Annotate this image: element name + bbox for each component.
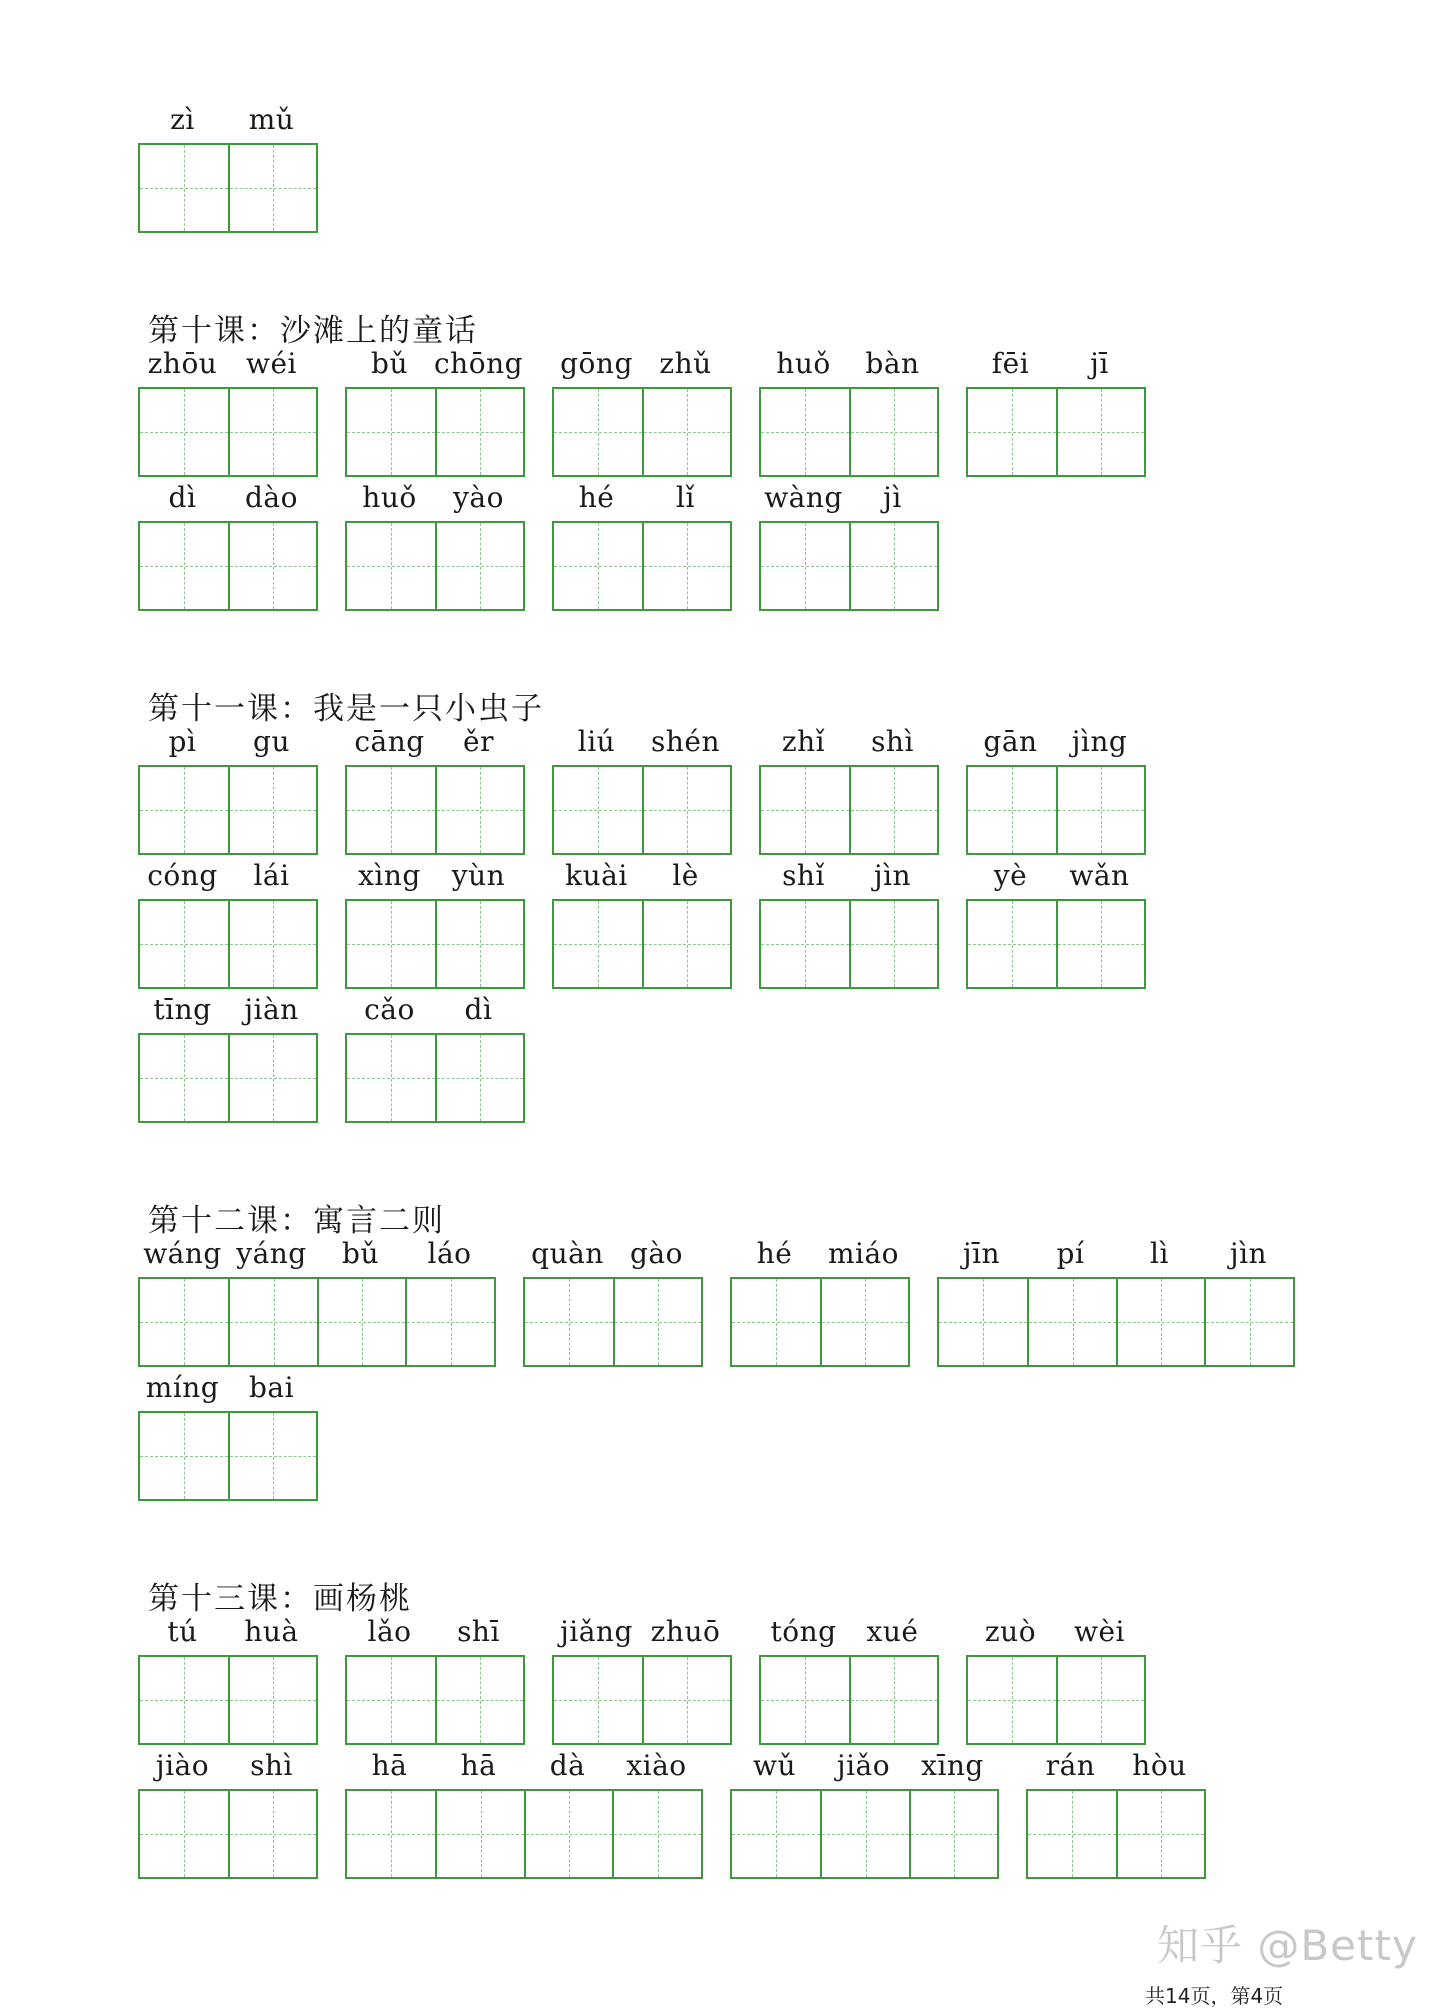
pinyin-row	[138, 103, 318, 143]
pinyin-syllable: hé	[578, 481, 615, 514]
writing-cell[interactable]	[347, 767, 435, 853]
tianzige-grid[interactable]	[552, 765, 732, 855]
word-writing-group	[552, 347, 732, 477]
word-writing-group	[966, 859, 1146, 989]
pinyin-syllable: shén	[650, 725, 720, 758]
writing-cell[interactable]	[140, 1035, 228, 1121]
writing-cell[interactable]	[435, 901, 523, 987]
tianzige-grid[interactable]	[552, 521, 732, 611]
pinyin-row	[730, 1237, 910, 1277]
writing-cell[interactable]	[849, 1657, 937, 1743]
writing-cell[interactable]	[554, 523, 642, 609]
pinyin-row	[138, 1371, 318, 1411]
tianzige-grid[interactable]	[345, 1789, 703, 1879]
pinyin-syllable: fēi	[991, 347, 1030, 380]
writing-cell[interactable]	[435, 1791, 524, 1877]
writing-cell[interactable]	[435, 1035, 523, 1121]
pinyin-syllable: quàn	[531, 1237, 604, 1270]
writing-cell[interactable]	[820, 1791, 908, 1877]
pinyin-syllable: gu	[253, 725, 290, 758]
writing-cell[interactable]	[228, 767, 316, 853]
pinyin-syllable: huà	[244, 1615, 299, 1648]
tianzige-grid[interactable]	[345, 521, 525, 611]
word-writing-group	[523, 1237, 703, 1367]
word-writing-group	[1026, 1749, 1206, 1879]
word-writing-group	[552, 725, 732, 855]
tianzige-grid[interactable]	[345, 1033, 525, 1123]
pinyin-syllable: bàn	[865, 347, 920, 380]
pinyin-syllable: pí	[1056, 1237, 1085, 1270]
pinyin-row	[759, 347, 939, 387]
writing-cell[interactable]	[968, 1657, 1056, 1743]
pinyin-syllable: jìn	[1229, 1237, 1268, 1270]
pinyin-row	[759, 1615, 939, 1655]
writing-cell[interactable]	[405, 1279, 494, 1365]
pinyin-row	[345, 993, 525, 1033]
pinyin-row	[1026, 1749, 1206, 1789]
tianzige-grid[interactable]	[937, 1277, 1295, 1367]
word-writing-group	[937, 1237, 1295, 1367]
writing-cell[interactable]	[642, 767, 730, 853]
pinyin-syllable: xīng	[921, 1749, 984, 1782]
writing-cell[interactable]	[228, 1657, 316, 1743]
pinyin-syllable: hòu	[1132, 1749, 1187, 1782]
word-writing-group	[759, 859, 939, 989]
word-writing-group	[138, 347, 318, 477]
word-writing-group	[966, 1615, 1146, 1745]
writing-cell[interactable]	[317, 1279, 406, 1365]
pinyin-row	[138, 1615, 318, 1655]
writing-cell[interactable]	[849, 767, 937, 853]
pinyin-syllable: xué	[866, 1615, 919, 1648]
word-writing-group	[345, 1749, 703, 1879]
writing-cell[interactable]	[228, 1035, 316, 1121]
tianzige-grid[interactable]	[138, 521, 318, 611]
writing-cell[interactable]	[140, 145, 228, 231]
pinyin-syllable: yùn	[451, 859, 506, 892]
pinyin-row	[345, 1615, 525, 1655]
pinyin-syllable: tīng	[153, 993, 212, 1026]
pinyin-syllable: tú	[167, 1615, 198, 1648]
pinyin-syllable: tóng	[770, 1615, 837, 1648]
writing-cell[interactable]	[849, 901, 937, 987]
writing-cell[interactable]	[228, 1413, 316, 1499]
pinyin-syllable: zhǔ	[659, 347, 712, 380]
pinyin-syllable: xiào	[626, 1749, 687, 1782]
writing-cell[interactable]	[1028, 1791, 1116, 1877]
writing-cell[interactable]	[140, 1791, 228, 1877]
pinyin-syllable: lì	[1150, 1237, 1169, 1270]
pinyin-row	[966, 859, 1146, 899]
writing-cell[interactable]	[761, 523, 849, 609]
pinyin-syllable: jī	[1090, 347, 1109, 380]
writing-cell[interactable]	[347, 1657, 435, 1743]
pinyin-syllable: jìn	[873, 859, 912, 892]
writing-cell[interactable]	[524, 1791, 613, 1877]
tianzige-grid[interactable]	[966, 1655, 1146, 1745]
writing-cell[interactable]	[140, 1413, 228, 1499]
pinyin-syllable: láo	[427, 1237, 472, 1270]
writing-cell[interactable]	[140, 901, 228, 987]
pinyin-syllable: shì	[250, 1749, 293, 1782]
pinyin-row	[138, 725, 318, 765]
pinyin-syllable: mǔ	[248, 103, 295, 136]
tianzige-grid[interactable]	[138, 387, 318, 477]
writing-cell[interactable]	[347, 1791, 435, 1877]
word-writing-group	[552, 1615, 732, 1745]
tianzige-grid[interactable]	[966, 387, 1146, 477]
writing-cell[interactable]	[435, 767, 523, 853]
writing-cell[interactable]	[1056, 901, 1144, 987]
writing-cell[interactable]	[347, 389, 435, 475]
pinyin-syllable: míng	[145, 1371, 220, 1404]
writing-cell[interactable]	[732, 1791, 820, 1877]
pinyin-row	[138, 859, 318, 899]
tianzige-grid[interactable]	[345, 899, 525, 989]
pinyin-syllable: kuài	[565, 859, 628, 892]
tianzige-grid[interactable]	[966, 899, 1146, 989]
word-writing-group	[759, 481, 939, 611]
pinyin-row	[966, 347, 1146, 387]
word-writing-group	[730, 1749, 999, 1879]
pinyin-syllable: xìng	[358, 859, 421, 892]
tianzige-grid[interactable]	[730, 1277, 910, 1367]
pinyin-row	[966, 725, 1146, 765]
pinyin-syllable: dì	[168, 481, 197, 514]
tianzige-grid[interactable]	[966, 765, 1146, 855]
tianzige-grid[interactable]	[1026, 1789, 1206, 1879]
writing-cell[interactable]	[228, 1279, 317, 1365]
tianzige-grid[interactable]	[345, 1655, 525, 1745]
lesson-title: 第十一课：我是一只小虫子	[148, 691, 544, 727]
writing-cell[interactable]	[1027, 1279, 1116, 1365]
pinyin-syllable: lǎo	[367, 1615, 412, 1648]
writing-cell[interactable]	[849, 389, 937, 475]
writing-cell[interactable]	[347, 1035, 435, 1121]
tianzige-grid[interactable]	[138, 765, 318, 855]
tianzige-grid[interactable]	[552, 1655, 732, 1745]
pinyin-syllable: wéi	[246, 347, 297, 380]
lesson-title: 第十课：沙滩上的童话	[148, 313, 478, 349]
word-writing-group	[730, 1237, 910, 1367]
tianzige-grid[interactable]	[138, 1277, 496, 1367]
pinyin-row	[759, 725, 939, 765]
lesson-title: 第十二课：寓言二则	[148, 1203, 445, 1239]
pinyin-syllable: miáo	[827, 1237, 900, 1270]
pinyin-syllable: gōng	[560, 347, 633, 380]
tianzige-grid[interactable]	[552, 899, 732, 989]
writing-cell[interactable]	[228, 1791, 316, 1877]
writing-cell[interactable]	[761, 767, 849, 853]
pinyin-row	[937, 1237, 1295, 1277]
pinyin-row	[759, 859, 939, 899]
word-writing-group	[138, 481, 318, 611]
pinyin-syllable: shì	[871, 725, 914, 758]
tianzige-grid[interactable]	[759, 899, 939, 989]
pinyin-row	[345, 481, 525, 521]
writing-cell[interactable]	[554, 901, 642, 987]
pinyin-row	[523, 1237, 703, 1277]
writing-cell[interactable]	[347, 523, 435, 609]
writing-cell[interactable]	[1116, 1791, 1204, 1877]
pinyin-syllable: pì	[168, 725, 197, 758]
writing-cell[interactable]	[613, 1279, 701, 1365]
pinyin-syllable: bǔ	[371, 347, 408, 380]
pinyin-syllable: hā	[460, 1749, 497, 1782]
writing-cell[interactable]	[761, 1657, 849, 1743]
writing-cell[interactable]	[228, 901, 316, 987]
pinyin-syllable: cǎo	[364, 993, 415, 1026]
writing-cell[interactable]	[642, 389, 730, 475]
word-writing-group	[345, 725, 525, 855]
writing-cell[interactable]	[849, 523, 937, 609]
word-writing-group	[345, 347, 525, 477]
pinyin-syllable: jiào	[155, 1749, 210, 1782]
pinyin-syllable: hé	[756, 1237, 793, 1270]
pinyin-syllable: jīn	[962, 1237, 1001, 1270]
tianzige-grid[interactable]	[730, 1789, 999, 1879]
pinyin-syllable: bai	[248, 1371, 295, 1404]
writing-cell[interactable]	[228, 523, 316, 609]
pinyin-syllable: jiàn	[244, 993, 299, 1026]
tianzige-grid[interactable]	[759, 521, 939, 611]
writing-cell[interactable]	[612, 1791, 701, 1877]
writing-cell[interactable]	[140, 389, 228, 475]
pinyin-row	[138, 481, 318, 521]
pinyin-row	[552, 1615, 732, 1655]
word-writing-group	[345, 859, 525, 989]
writing-cell[interactable]	[939, 1279, 1027, 1365]
pinyin-row	[345, 347, 525, 387]
pinyin-syllable: gān	[983, 725, 1038, 758]
writing-cell[interactable]	[140, 767, 228, 853]
word-writing-group	[345, 993, 525, 1123]
tianzige-grid[interactable]	[552, 387, 732, 477]
word-writing-group	[759, 347, 939, 477]
pinyin-row	[730, 1749, 999, 1789]
word-writing-group	[138, 859, 318, 989]
writing-cell[interactable]	[435, 523, 523, 609]
writing-cell[interactable]	[1056, 767, 1144, 853]
tianzige-grid[interactable]	[523, 1277, 703, 1367]
pinyin-syllable: wàng	[764, 481, 843, 514]
pinyin-syllable: lái	[253, 859, 290, 892]
pinyin-syllable: wǎn	[1069, 859, 1130, 892]
writing-cell[interactable]	[1056, 1657, 1144, 1743]
pinyin-syllable: dào	[245, 481, 298, 514]
pinyin-syllable: dì	[464, 993, 493, 1026]
pinyin-row	[138, 347, 318, 387]
writing-cell[interactable]	[435, 1657, 523, 1743]
tianzige-grid[interactable]	[759, 387, 939, 477]
word-writing-group	[138, 993, 318, 1123]
pinyin-syllable: lǐ	[676, 481, 695, 514]
pinyin-syllable: zhuō	[650, 1615, 721, 1648]
pinyin-syllable: zhōu	[147, 347, 218, 380]
writing-cell[interactable]	[642, 1657, 730, 1743]
pinyin-syllable: zhǐ	[781, 725, 826, 758]
tianzige-grid[interactable]	[345, 765, 525, 855]
pinyin-row	[138, 1749, 318, 1789]
pinyin-row	[138, 1237, 496, 1277]
word-writing-group	[138, 725, 318, 855]
pinyin-syllable: liú	[577, 725, 616, 758]
pinyin-row	[552, 481, 732, 521]
word-writing-group	[138, 1237, 496, 1367]
writing-cell[interactable]	[1204, 1279, 1293, 1365]
writing-cell[interactable]	[968, 901, 1056, 987]
tianzige-grid[interactable]	[138, 1655, 318, 1745]
writing-cell[interactable]	[554, 767, 642, 853]
word-writing-group	[759, 725, 939, 855]
tianzige-grid[interactable]	[138, 899, 318, 989]
pinyin-syllable: jì	[883, 481, 902, 514]
word-writing-group	[345, 1615, 525, 1745]
writing-cell[interactable]	[435, 389, 523, 475]
writing-cell[interactable]	[642, 523, 730, 609]
pinyin-syllable: shǐ	[782, 859, 825, 892]
word-writing-group	[552, 859, 732, 989]
writing-cell[interactable]	[347, 901, 435, 987]
word-writing-group	[138, 1615, 318, 1745]
word-writing-group	[552, 481, 732, 611]
pinyin-syllable: cóng	[147, 859, 218, 892]
writing-cell[interactable]	[140, 1657, 228, 1743]
pinyin-syllable: chōng	[434, 347, 524, 380]
word-writing-group	[345, 481, 525, 611]
pinyin-row	[552, 859, 732, 899]
pinyin-syllable: lè	[672, 859, 699, 892]
pinyin-syllable: gào	[630, 1237, 683, 1270]
writing-cell[interactable]	[554, 1657, 642, 1743]
tianzige-grid[interactable]	[138, 1411, 318, 1501]
word-writing-group	[966, 725, 1146, 855]
word-writing-group	[138, 1371, 318, 1501]
word-writing-group	[138, 103, 318, 233]
pinyin-syllable: yè	[993, 859, 1028, 892]
writing-cell[interactable]	[1116, 1279, 1205, 1365]
pinyin-row	[759, 481, 939, 521]
pinyin-syllable: wǔ	[753, 1749, 796, 1782]
pinyin-syllable: jìng	[1071, 725, 1128, 758]
word-writing-group	[138, 1749, 318, 1879]
writing-cell[interactable]	[968, 767, 1056, 853]
pinyin-syllable: jiǎo	[836, 1749, 891, 1782]
pinyin-syllable: bǔ	[342, 1237, 379, 1270]
pinyin-row	[345, 859, 525, 899]
writing-cell[interactable]	[732, 1279, 820, 1365]
pinyin-syllable: jiǎng	[560, 1615, 633, 1648]
tianzige-grid[interactable]	[138, 1789, 318, 1879]
pinyin-syllable: hā	[371, 1749, 408, 1782]
writing-cell[interactable]	[525, 1279, 613, 1365]
pinyin-syllable: wáng	[143, 1237, 222, 1270]
lesson-title: 第十三课：画杨桃	[148, 1581, 412, 1617]
pinyin-syllable: cāng	[354, 725, 425, 758]
pinyin-syllable: rán	[1045, 1749, 1096, 1782]
tianzige-grid[interactable]	[138, 143, 318, 233]
pinyin-syllable: huǒ	[362, 481, 417, 514]
word-writing-group	[759, 1615, 939, 1745]
pinyin-syllable: yào	[453, 481, 504, 514]
pinyin-row	[552, 725, 732, 765]
tianzige-grid[interactable]	[759, 765, 939, 855]
writing-cell[interactable]	[228, 145, 316, 231]
pinyin-row	[552, 347, 732, 387]
writing-cell[interactable]	[228, 389, 316, 475]
pinyin-row	[138, 993, 318, 1033]
writing-cell[interactable]	[642, 901, 730, 987]
pinyin-syllable: huǒ	[776, 347, 831, 380]
pinyin-syllable: zì	[170, 103, 195, 136]
pinyin-syllable: dà	[549, 1749, 586, 1782]
writing-cell[interactable]	[968, 389, 1056, 475]
pinyin-syllable: shī	[457, 1615, 500, 1648]
tianzige-grid[interactable]	[345, 387, 525, 477]
writing-cell[interactable]	[1056, 389, 1144, 475]
writing-cell[interactable]	[820, 1279, 908, 1365]
pinyin-syllable: yáng	[236, 1237, 307, 1270]
tianzige-grid[interactable]	[138, 1033, 318, 1123]
writing-cell[interactable]	[554, 389, 642, 475]
pinyin-row	[345, 1749, 703, 1789]
pinyin-row	[345, 725, 525, 765]
pinyin-syllable: wèi	[1074, 1615, 1125, 1648]
writing-cell[interactable]	[909, 1791, 997, 1877]
tianzige-grid[interactable]	[759, 1655, 939, 1745]
writing-cell[interactable]	[140, 523, 228, 609]
watermark: 知乎 @Betty	[1157, 1921, 1418, 1970]
writing-cell[interactable]	[761, 901, 849, 987]
writing-cell[interactable]	[140, 1279, 228, 1365]
page-footer: 共14页，第4页	[1145, 1984, 1284, 2008]
pinyin-row	[966, 1615, 1146, 1655]
writing-cell[interactable]	[761, 389, 849, 475]
word-writing-group	[966, 347, 1146, 477]
pinyin-syllable: ěr	[463, 725, 494, 758]
pinyin-syllable: zuò	[984, 1615, 1037, 1648]
